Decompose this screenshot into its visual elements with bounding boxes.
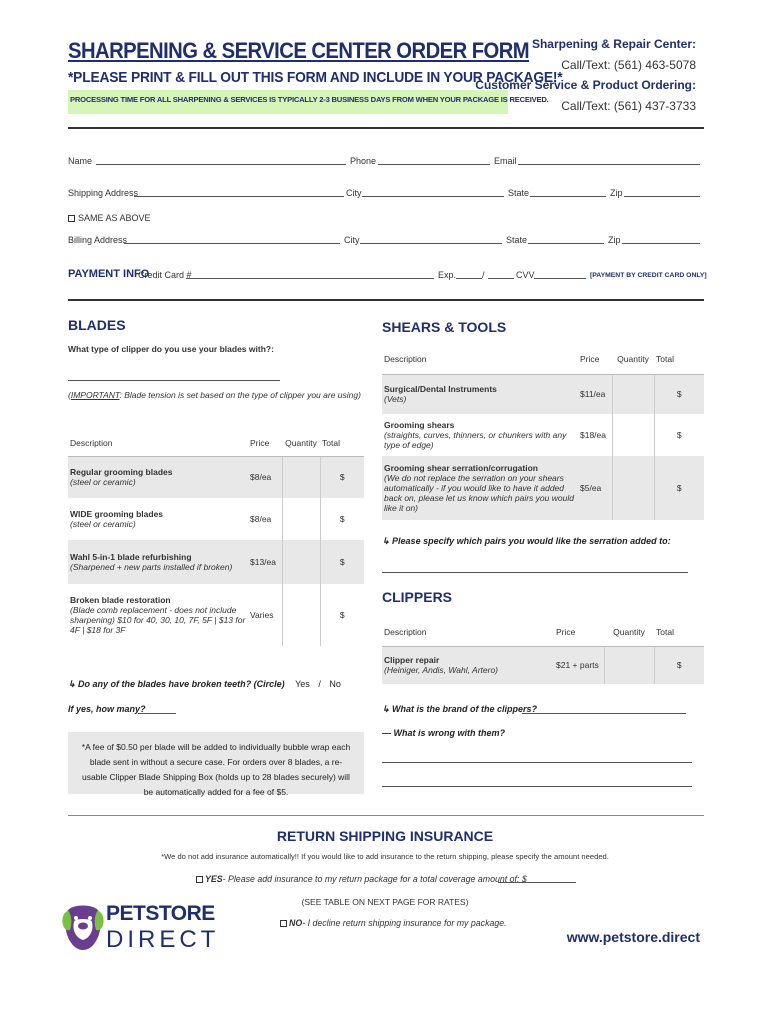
insurance-yes-option[interactable] xyxy=(196,874,527,884)
checkbox-icon[interactable] xyxy=(68,215,75,222)
item-name: Surgical/Dental Instruments xyxy=(384,384,497,395)
form-subtitle: *PLEASE PRINT & FILL OUT THIS FORM AND INCLUDE IN YOUR PACKAGE!* xyxy=(68,69,563,86)
row-description-cell xyxy=(68,584,248,646)
shipping-state-label: State xyxy=(508,188,530,198)
column-header-total: Total xyxy=(654,344,704,374)
quantity-field[interactable] xyxy=(612,414,654,456)
broken-teeth-text: Do any of the blades have broken teeth? (Circle) xyxy=(78,679,285,689)
serration-question xyxy=(382,536,671,547)
name-label: Name xyxy=(68,156,93,166)
billing-city-field[interactable] xyxy=(360,235,502,244)
item-name: Grooming shear serration/corrugation xyxy=(384,463,538,473)
clipper-brand-field[interactable] xyxy=(522,705,686,714)
item-price: $8/ea xyxy=(248,456,282,498)
table-row xyxy=(68,498,364,540)
quantity-field[interactable] xyxy=(282,498,320,540)
item-total: $ xyxy=(654,374,704,414)
column-header-description: Description xyxy=(68,430,248,456)
rates-table-reference: (SEE TABLE ON NEXT PAGE FOR RATES) xyxy=(301,897,469,907)
shipping-zip-label: Zip xyxy=(610,188,623,198)
how-many-field[interactable] xyxy=(138,705,176,714)
row-description-cell xyxy=(382,646,554,684)
item-total: $ xyxy=(320,456,364,498)
column-header-quantity: Quantity xyxy=(612,344,654,374)
exp-label: Exp. xyxy=(438,270,457,280)
customer-service-phone: Call/Text: (561) 437-3733 xyxy=(561,98,696,113)
billing-city-label: City xyxy=(344,235,360,245)
billing-zip-label: Zip xyxy=(608,235,621,245)
clippers-heading: CLIPPERS xyxy=(382,589,453,605)
table-header-row xyxy=(382,618,704,646)
quantity-field[interactable] xyxy=(604,646,654,684)
column-header-price: Price xyxy=(248,430,282,456)
item-name: WIDE grooming blades xyxy=(70,509,164,519)
column-header-total: Total xyxy=(654,618,704,646)
blades-table xyxy=(68,430,364,646)
blades-heading: BLADES xyxy=(68,317,126,333)
same-as-above-label: SAME AS ABOVE xyxy=(78,213,151,223)
item-desc: (Vets) xyxy=(384,394,407,405)
payment-divider xyxy=(68,299,704,301)
form-title: SHARPENING & SERVICE CENTER ORDER FORM xyxy=(68,38,530,63)
insurance-no-label: NO xyxy=(289,918,303,928)
item-price: $5/ea xyxy=(578,456,612,520)
item-price: $21 + parts xyxy=(554,646,604,684)
insurance-no-text: - I decline return shipping insurance for my package. xyxy=(302,918,507,928)
payment-note: [PAYMENT BY CREDIT CARD ONLY] xyxy=(590,272,707,279)
column-header-description: Description xyxy=(382,618,554,646)
table-row xyxy=(382,646,704,684)
item-name: Clipper repair xyxy=(384,655,440,666)
checkbox-icon[interactable] xyxy=(196,876,203,883)
exp-year-field[interactable] xyxy=(488,270,514,279)
credit-card-field[interactable] xyxy=(186,270,434,279)
cvv-label: CVV xyxy=(516,270,535,280)
logo-text-bottom: DIRECT xyxy=(106,926,220,953)
how-many-label: If yes, how many? xyxy=(68,704,146,714)
table-row xyxy=(68,584,364,646)
arrow-icon: ↳ xyxy=(68,679,79,689)
item-desc: (Sharpened + new parts installed if broken) xyxy=(70,562,233,572)
phone-label: Phone xyxy=(350,156,377,166)
table-header-row xyxy=(68,430,364,456)
insurance-yes-label: YES xyxy=(205,874,223,884)
blade-tension-note: (IMPORTANT: Blade tension is set based on the type of clipper you are using) xyxy=(68,390,361,400)
clippers-table xyxy=(382,618,704,684)
broken-teeth-question xyxy=(68,679,341,690)
billing-address-label: Billing Address xyxy=(68,235,128,245)
row-description-cell xyxy=(68,498,248,540)
yes-no-separator: / xyxy=(318,679,321,689)
clipper-problem-field-2[interactable] xyxy=(382,778,692,787)
bubble-wrap-fee-note: *A fee of $0.50 per blade will be added to individually bubble wrap each blade sent in without a secure case. For orders over 8 blades, a re-usable Clipper Blade Shipping Box (holds up to 28 blades securely) will be automatically added for a fee of $5. xyxy=(68,732,364,794)
clipper-brand-text: What is the brand of the clippers? xyxy=(392,704,538,714)
table-row xyxy=(68,456,364,498)
yes-option[interactable]: Yes xyxy=(295,679,310,689)
exp-month-field[interactable] xyxy=(456,270,482,279)
table-row xyxy=(382,414,704,456)
row-description-cell xyxy=(68,540,248,584)
item-desc: (Blade comb replacement - does not include sharpening) $10 for 40, 30, 10, 7F, 5F | $13 for 4F | $18 for 3F xyxy=(70,605,246,635)
item-name: Broken blade restoration xyxy=(70,595,171,605)
shears-heading: SHEARS & TOOLS xyxy=(382,319,507,335)
insurance-divider xyxy=(68,815,704,816)
table-row xyxy=(382,456,704,520)
table-header-row xyxy=(382,344,704,374)
no-option[interactable]: No xyxy=(329,679,341,689)
row-description-cell xyxy=(382,374,578,414)
serration-question-text: Please specify which pairs you would like the serration added to: xyxy=(392,536,671,546)
item-total: $ xyxy=(320,498,364,540)
item-desc: (straights, curves, thinners, or chunkers with any type of edge) xyxy=(384,430,567,450)
customer-service-label: Customer Service & Product Ordering: xyxy=(475,78,696,92)
item-name: Wahl 5-in-1 blade refurbishing xyxy=(70,552,192,562)
item-name: Regular grooming blades xyxy=(70,467,173,478)
cvv-field[interactable] xyxy=(534,270,586,279)
arrow-icon: ↳ xyxy=(382,536,393,546)
credit-card-label: Credit Card # xyxy=(138,270,192,280)
name-field[interactable] xyxy=(96,156,346,165)
shipping-address-label: Shipping Address xyxy=(68,188,139,198)
clipper-type-field[interactable] xyxy=(68,372,280,381)
clipper-problem-question xyxy=(382,728,505,738)
shipping-city-field[interactable] xyxy=(362,188,504,197)
arrow-icon: ↳ xyxy=(382,704,393,714)
item-total: $ xyxy=(654,646,704,684)
processing-notice: PROCESSING TIME FOR ALL SHARPENING & SERVICES IS TYPICALLY 2-3 BUSINESS DAYS FROM WHEN YOUR PACKAGE IS RECEIVED. xyxy=(68,90,508,114)
quantity-field[interactable] xyxy=(612,456,654,520)
insurance-yes-text: - Please add insurance to my return package for a total coverage amount of: $ xyxy=(222,874,527,884)
column-header-quantity: Quantity xyxy=(282,430,320,456)
important-text: : Blade tension is set based on the type of clipper you are using) xyxy=(119,390,361,400)
phone-field[interactable] xyxy=(378,156,490,165)
quantity-field[interactable] xyxy=(282,584,320,646)
item-desc: (steel or ceramic) xyxy=(70,519,136,529)
shipping-state-field[interactable] xyxy=(530,188,606,197)
row-description-cell xyxy=(382,414,578,456)
column-header-total: Total xyxy=(320,430,364,456)
billing-zip-field[interactable] xyxy=(622,235,700,244)
email-field[interactable] xyxy=(518,156,700,165)
header-divider xyxy=(68,127,704,129)
quantity-field[interactable] xyxy=(612,374,654,414)
repair-center-phone: Call/Text: (561) 463-5078 xyxy=(561,57,696,72)
shipping-address-field[interactable] xyxy=(134,188,344,197)
clipper-brand-question xyxy=(382,704,537,715)
row-description-cell xyxy=(68,456,248,498)
checkbox-icon[interactable] xyxy=(280,920,287,927)
item-price: $8/ea xyxy=(248,498,282,540)
contact-block xyxy=(475,34,696,116)
item-desc: (steel or ceramic) xyxy=(70,477,136,488)
important-label: IMPORTANT xyxy=(70,390,120,400)
shipping-zip-field[interactable] xyxy=(624,188,700,197)
website-link[interactable]: www.petstore.direct xyxy=(566,929,700,945)
clipper-problem-text: What is wrong with them? xyxy=(393,728,506,738)
item-total: $ xyxy=(654,456,704,520)
insurance-heading: RETURN SHIPPING INSURANCE xyxy=(276,828,494,844)
item-desc: (Heiniger, Andis, Wahl, Artero) xyxy=(384,665,499,676)
billing-state-label: State xyxy=(506,235,528,245)
billing-address-field[interactable] xyxy=(124,235,340,244)
item-price: Varies xyxy=(248,584,282,646)
item-total: $ xyxy=(320,584,364,646)
item-price: $18/ea xyxy=(578,414,612,456)
exp-separator: / xyxy=(482,270,485,280)
serration-pairs-field[interactable] xyxy=(382,564,688,573)
petstore-direct-logo xyxy=(62,900,220,956)
table-row xyxy=(382,374,704,414)
item-total: $ xyxy=(320,540,364,584)
item-price: $13/ea xyxy=(248,540,282,584)
dash-icon: — xyxy=(382,728,394,738)
column-header-price: Price xyxy=(578,344,612,374)
clipper-problem-field-1[interactable] xyxy=(382,754,692,763)
repair-center-label: Sharpening & Repair Center: xyxy=(531,37,696,51)
billing-state-field[interactable] xyxy=(528,235,604,244)
shears-table xyxy=(382,344,704,520)
quantity-field[interactable] xyxy=(282,540,320,584)
dog-head-icon xyxy=(62,900,104,956)
insurance-note: *We do not add insurance automatically!! If you would like to add insurance to the return shipping, please specify the amount needed. xyxy=(161,852,609,861)
table-row xyxy=(68,540,364,584)
payment-info-label: PAYMENT INFO xyxy=(68,268,150,280)
row-description-cell xyxy=(382,456,578,520)
logo-text-top: PETSTORE xyxy=(106,902,215,925)
quantity-field[interactable] xyxy=(282,456,320,498)
item-name: Grooming shears xyxy=(384,420,455,430)
email-label: Email xyxy=(494,156,517,166)
insurance-amount-field[interactable] xyxy=(498,874,576,883)
same-as-above-option[interactable] xyxy=(68,213,151,223)
column-header-description: Description xyxy=(382,344,578,374)
item-price: $11/ea xyxy=(578,374,612,414)
shipping-city-label: City xyxy=(346,188,362,198)
item-total: $ xyxy=(654,414,704,456)
column-header-price: Price xyxy=(554,618,604,646)
clipper-type-question: What type of clipper do you use your blades with?: xyxy=(68,344,274,354)
item-desc: (We do not replace the serration on your shears automatically - if you would like to have it added back on, please let us know which pairs you would like it on) xyxy=(384,473,574,513)
column-header-quantity: Quantity xyxy=(604,618,654,646)
insurance-no-option[interactable] xyxy=(280,918,507,928)
